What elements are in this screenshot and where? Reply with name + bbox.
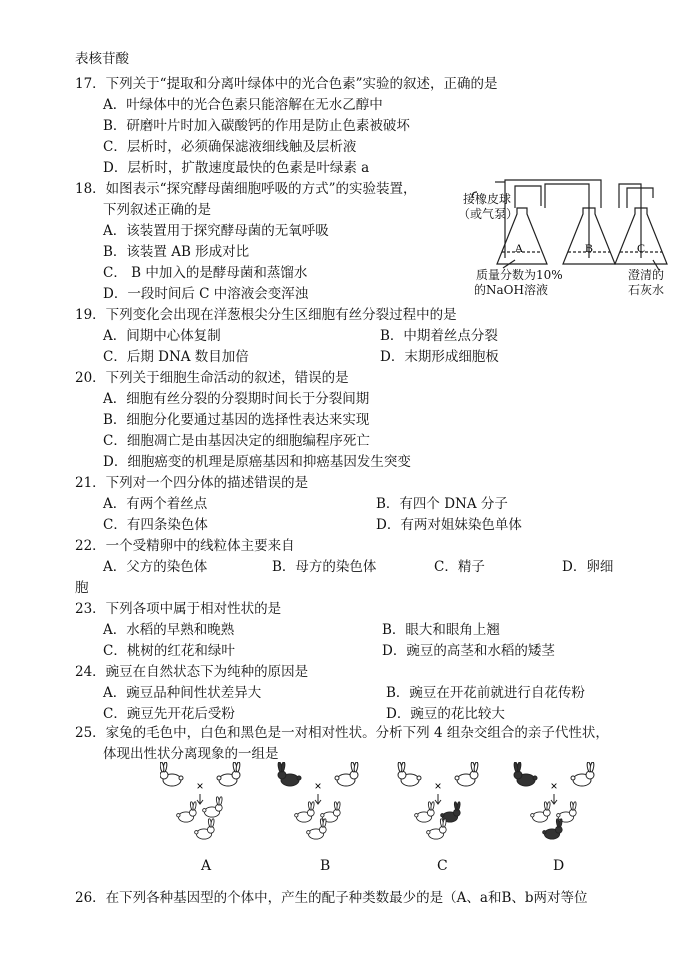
q19-option-b: B．中期着丝点分裂 — [380, 328, 498, 344]
q23-option-b: B．眼大和眼角上翘 — [382, 622, 500, 638]
q22-option-d-continued: 胞 — [75, 580, 89, 596]
black-rabbit-parent — [514, 762, 537, 786]
limewater-label-line2: 石灰水 — [628, 283, 665, 297]
q18-option-b: B．该装置 AB 形成对比 — [103, 244, 250, 260]
q21-option-d: D．有两对姐妹染色单体 — [376, 517, 522, 533]
option-a-label: A — [201, 858, 212, 874]
q18-option-d: D．一段时间后 C 中溶液会变浑浊 — [103, 286, 309, 302]
q22-option-d: D．卵细 — [562, 559, 614, 575]
q22-option-c: C．精子 — [434, 559, 485, 575]
q18-option-a: A．该装置用于探究酵母菌的无氧呼吸 — [103, 223, 329, 239]
q20-option-b: B．细胞分化要通过基因的选择性表达来实现 — [103, 412, 370, 428]
black-rabbit-offspring — [441, 802, 461, 823]
q23-option-c: C．桃树的红花和绿叶 — [103, 643, 235, 659]
flask-b-label: B — [584, 241, 594, 255]
cross-symbol: × — [550, 779, 558, 793]
white-rabbit-offspring — [203, 797, 223, 818]
q25-stem-line2: 体现出性状分离现象的一组是 — [103, 746, 279, 762]
white-rabbit-offspring — [415, 802, 435, 823]
q19-option-a: A．间期中心体复制 — [103, 328, 221, 344]
q18-option-c: C． B 中加入的是酵母菌和蒸馏水 — [103, 265, 308, 281]
option-b-label: B — [320, 858, 331, 874]
cross-arrow — [315, 794, 321, 804]
q22-stem: 22．一个受精卵中的线粒体主要来自 — [75, 538, 295, 554]
q17-option-d: D．层析时，扩散速度最快的色素是叶绿素 a — [103, 160, 370, 176]
q25-stem-line1: 25．家兔的毛色中，白色和黑色是一对相对性状。分析下列 4 组杂交组合的亲子代性状， — [75, 725, 609, 741]
q26-stem: 26．在下列各种基因型的个体中，产生的配子种类数最少的是（A、a和B、b两对等位 — [75, 890, 588, 906]
q19-stem: 19．下列变化会出现在洋葱根尖分生区细胞有丝分裂过程中的是 — [75, 307, 457, 323]
q20-option-c: C．细胞凋亡是由基因决定的细胞编程序死亡 — [103, 433, 370, 449]
q21-stem: 21．下列对一个四分体的描述错误的是 — [75, 475, 309, 491]
q21-option-a: A．有两个着丝点 — [103, 496, 208, 512]
q23-stem: 23．下列各项中属于相对性状的是 — [75, 601, 282, 617]
q21-option-b: B．有四个 DNA 分子 — [376, 496, 508, 512]
option-c-label: C — [437, 858, 448, 874]
q23-option-a: A．水稻的早熟和晚熟 — [103, 622, 235, 638]
cross-symbol: × — [196, 779, 204, 793]
cross-symbol: × — [314, 779, 322, 793]
q17-stem: 17．下列关于“提取和分离叶绿体中的光合色素”实验的叙述，正确的是 — [75, 76, 498, 92]
white-rabbit-parent — [217, 762, 240, 786]
q24-option-b: B．豌豆在开花前就进行自花传粉 — [386, 685, 585, 701]
q19-option-d: D．末期形成细胞板 — [380, 349, 499, 365]
q24-option-a: A．豌豆品种间性状差异大 — [103, 685, 262, 701]
white-rabbit-offspring — [195, 819, 215, 840]
white-rabbit-offspring — [557, 802, 577, 823]
white-rabbit-offspring — [307, 819, 327, 840]
q20-stem: 20．下列关于细胞生命活动的叙述，错误的是 — [75, 370, 349, 386]
q18-stem-line1: 18．如图表示“探究酵母菌细胞呼吸的方式”的实验装置， — [75, 181, 417, 197]
white-rabbit-parent — [160, 762, 183, 786]
white-rabbit-offspring — [295, 802, 315, 823]
rabbit-cross-figure — [160, 762, 600, 852]
white-rabbit-offspring — [427, 819, 447, 840]
page-header-text: 表核苷酸 — [75, 51, 129, 67]
white-rabbit-parent — [455, 762, 478, 786]
limewater-label-line1: 澄清的 — [628, 268, 665, 282]
q24-option-c: C．豌豆先开花后受粉 — [103, 706, 235, 722]
q24-stem: 24．豌豆在自然状态下为纯种的原因是 — [75, 664, 309, 680]
q17-option-c: C．层析时，必须确保滤液细线触及层析液 — [103, 139, 357, 155]
white-rabbit-parent — [335, 762, 358, 786]
naoh-label-line1: 质量分数为10% — [476, 268, 563, 282]
cross-arrow — [551, 794, 557, 804]
pump-label-line2: （或气泵） — [458, 207, 519, 221]
q19-option-c: C．后期 DNA 数目加倍 — [103, 349, 249, 365]
q18-stem-line2: 下列叙述正确的是 — [103, 202, 211, 218]
q20-option-d: D．细胞癌变的机理是原癌基因和抑癌基因发生突变 — [103, 454, 411, 470]
q22-option-a: A．父方的染色体 — [103, 559, 208, 575]
q17-option-a: A．叶绿体中的光合色素只能溶解在无水乙醇中 — [103, 97, 383, 113]
white-rabbit-parent — [571, 762, 594, 786]
white-rabbit-offspring — [177, 802, 197, 823]
q22-option-b: B．母方的染色体 — [272, 559, 377, 575]
q17-option-b: B．研磨叶片时加入碳酸钙的作用是防止色素被破坏 — [103, 118, 410, 134]
white-rabbit-parent — [398, 762, 421, 786]
naoh-label-line2: 的NaOH溶液 — [474, 283, 548, 297]
q21-option-c: C．有四条染色体 — [103, 517, 208, 533]
cross-arrow — [197, 794, 203, 804]
q23-option-d: D．豌豆的高茎和水稻的矮茎 — [382, 643, 555, 659]
cross-arrow — [435, 794, 441, 804]
flask-a-label: A — [514, 241, 524, 255]
q20-option-a: A．细胞有丝分裂的分裂期时间长于分裂间期 — [103, 391, 370, 407]
white-rabbit-offspring — [321, 802, 341, 823]
white-rabbit-offspring — [531, 802, 551, 823]
cross-symbol: × — [434, 779, 442, 793]
q24-option-d: D．豌豆的花比较大 — [386, 706, 505, 722]
option-d-label: D — [553, 858, 565, 874]
black-rabbit-offspring — [543, 819, 563, 840]
black-rabbit-parent — [278, 762, 301, 786]
pump-label-line1: 接橡皮球 — [463, 192, 512, 206]
flask-c-label: C — [636, 241, 646, 255]
